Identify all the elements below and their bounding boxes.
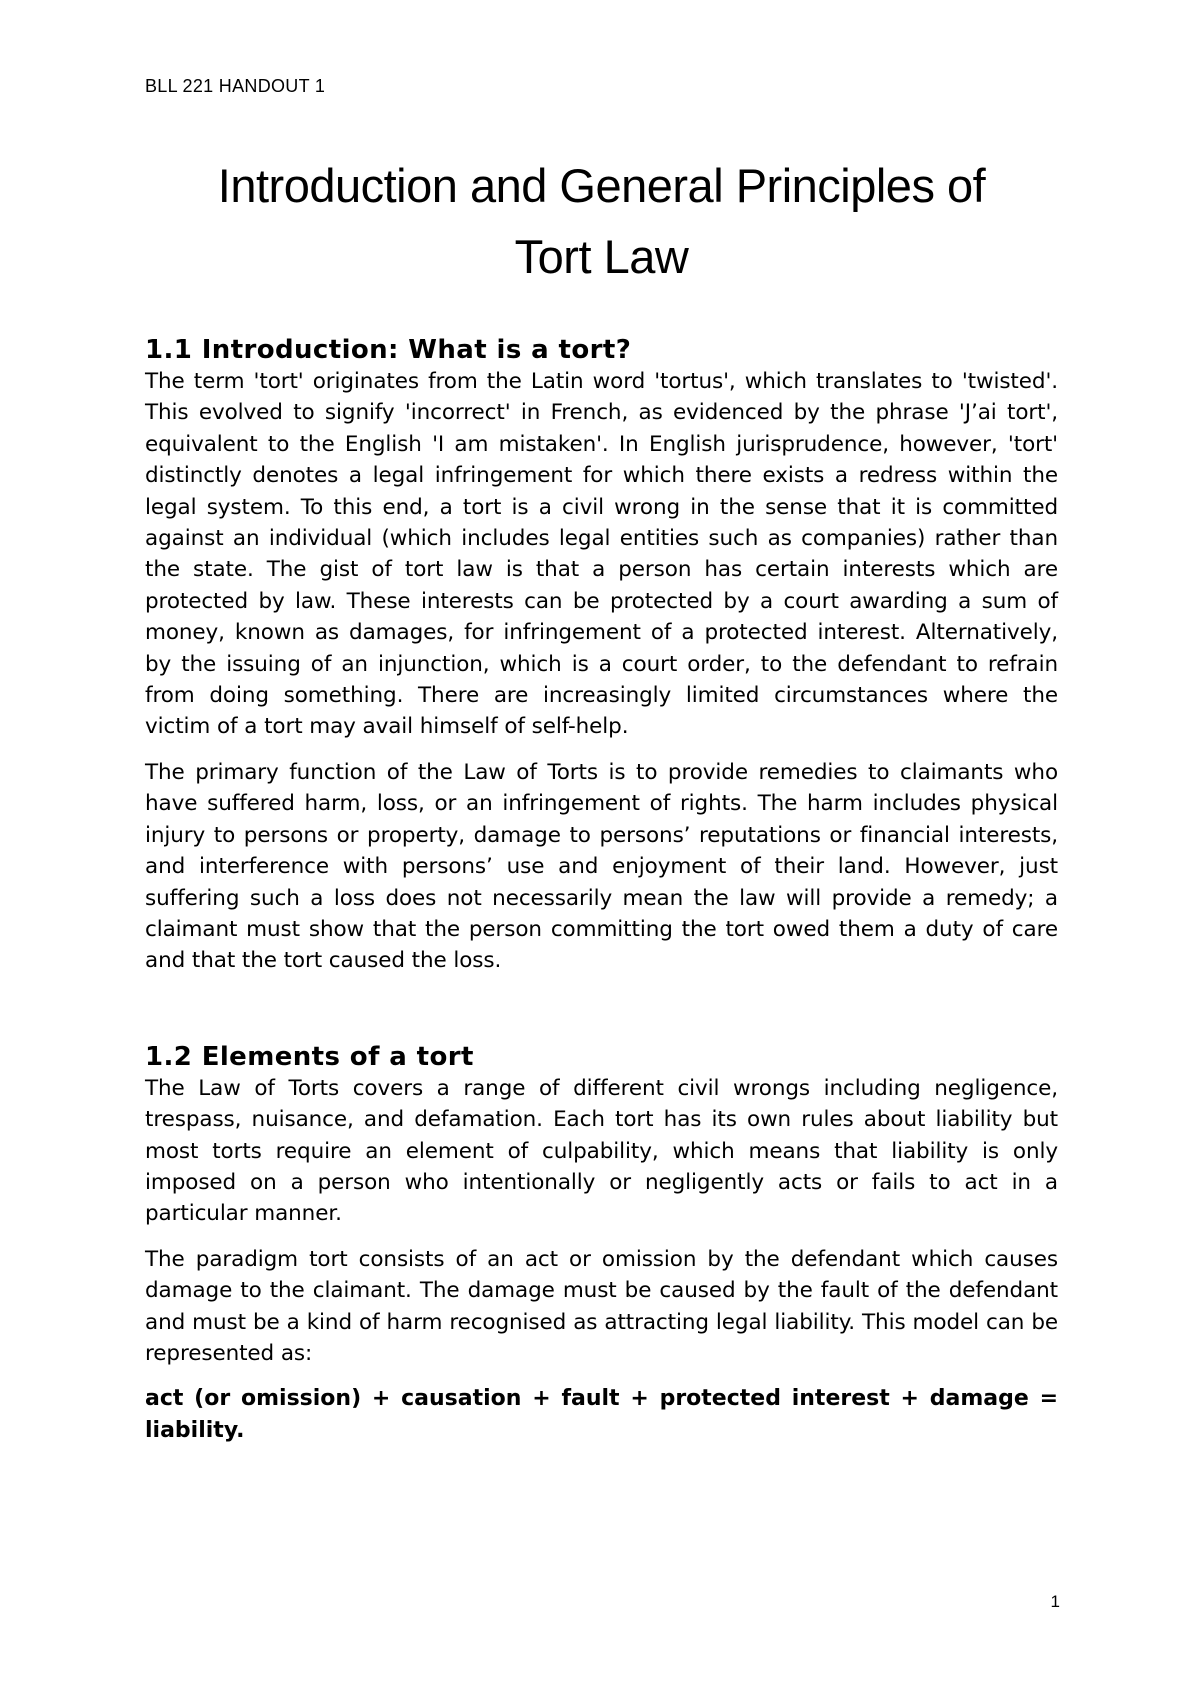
title-line-1: Introduction and General Principles of	[217, 159, 986, 212]
course-header: BLL 221 HANDOUT 1	[145, 76, 326, 96]
paragraph-law-of-torts-coverage: The Law of Torts covers a range of different civil wrongs including negligence, trespass, nuisance, and defamation. Each tort has its own rules about liability but most torts require an element of culpability, which means that liability is only imposed on a person who intentionally or negligently acts or fails to act in a particular manner.	[145, 1075, 1058, 1227]
liability-formula: act (or omission) + causation + fault + protected interest + damage = liability.	[145, 1386, 1058, 1444]
section-heading-introduction: 1.1 Introduction: What is a tort?	[145, 335, 632, 365]
title-line-2: Tort Law	[514, 230, 689, 283]
section-heading-elements: 1.2 Elements of a tort	[145, 1041, 474, 1072]
paragraph-primary-function: The primary function of the Law of Torts is to provide remedies to claimants who have suffered harm, loss, or an infringement of rights. The harm includes physical injury to persons or property, damage to persons’ reputations or financial interests, and interference with persons’ use and enjoyment of their land. However, just suffering such a loss does not necessarily mean the law will provide a remedy; a claimant must show that the person committing the tort owed them a duty of care and that the tort caused the loss.	[145, 759, 1058, 974]
paragraph-tort-origin: The term 'tort' originates from the Latin word 'tortus', which translates to 'twisted'. This evolved to signify 'incorrect' in French, as evidenced by the phrase 'J’ai tort', equivalent to the English 'I am mistaken'. In English jurisprudence, however, 'tort' distinctly denotes a legal infringement for which there exists a redress within the legal system. To this end, a tort is a civil wrong in the sense that it is committed against an individual (which includes legal entities such as companies) rather than the state. The gist of tort law is that a person has certain interests which are protected by law. These interests can be protected by a court awarding a sum of money, known as damages, for infringement of a protected interest. Alternatively, by the issuing of an injunction, which is a court order, to the defendant to refrain from doing something. There are increasingly limited circumstances where the victim of a tort may avail himself of self-help.	[145, 369, 1058, 740]
document-body	[145, 334, 1058, 1447]
paragraph-spacer	[145, 743, 1058, 757]
paragraph-paradigm-tort: The paradigm tort consists of an act or omission by the defendant which causes damage to the claimant. The damage must be caused by the fault of the defendant and must be a kind of harm recognised as attracting legal liability. This model can be represented as:	[145, 1246, 1058, 1366]
section-spacer	[145, 977, 1058, 1041]
page-number: 1	[1050, 1592, 1060, 1611]
section-introduction	[145, 334, 1058, 977]
section-elements	[145, 1041, 1058, 1448]
document-title	[145, 150, 1058, 292]
paragraph-spacer	[145, 1369, 1058, 1383]
paragraph-spacer	[145, 1230, 1058, 1244]
